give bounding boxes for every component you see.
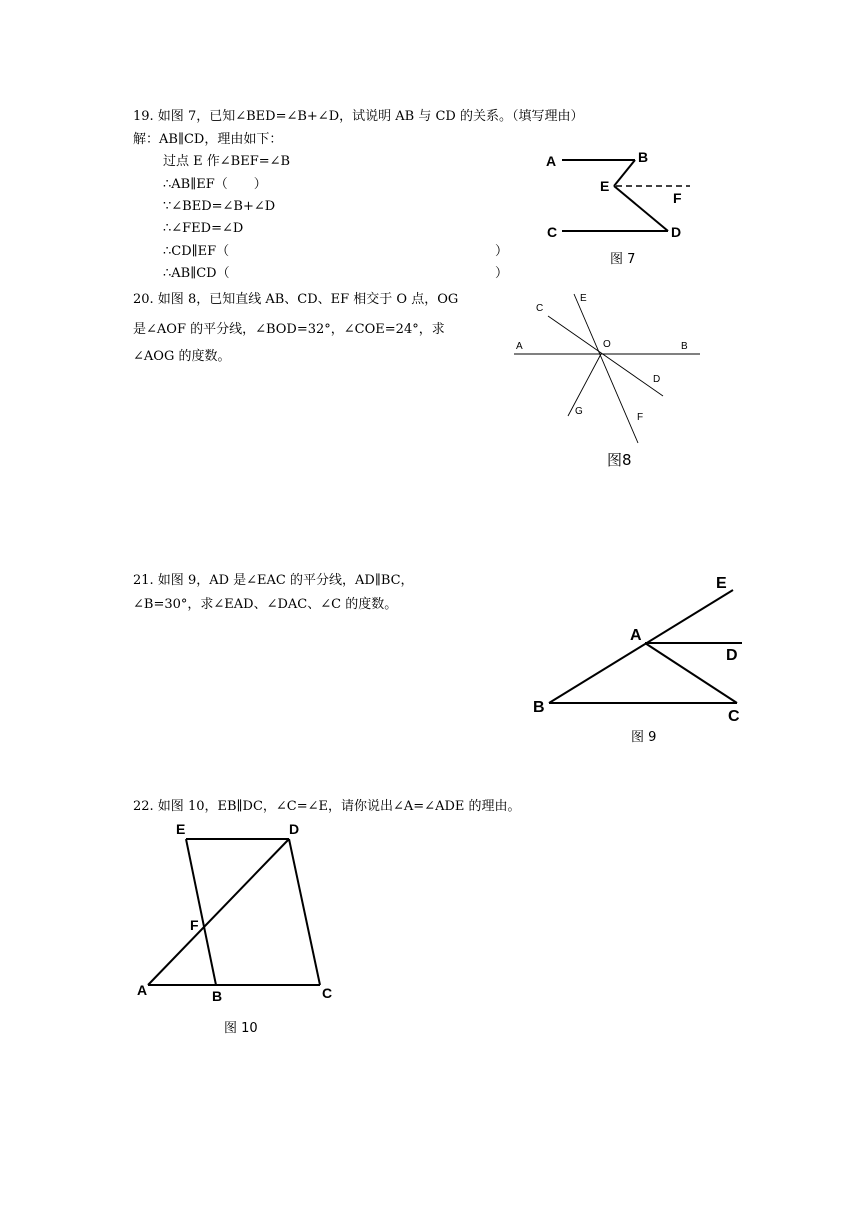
fig7-segment-ed: [614, 186, 668, 231]
fig10-label-e: E: [176, 821, 186, 837]
fig8-label-c: C: [536, 303, 544, 314]
fig9-label-b: B: [533, 699, 545, 716]
fig9-label-c: C: [728, 708, 740, 725]
fig7-label-a: A: [546, 153, 557, 169]
fig10-label-d: D: [289, 821, 300, 837]
fig8-ray-og: [568, 354, 601, 416]
q19-stem: 19. 如图 7，已知∠BED=∠B+∠D，试说明 AB 与 CD 的关系。（填写理由）: [133, 109, 584, 124]
fig7-label-c: C: [547, 224, 558, 240]
fig9-segment-ac: [645, 643, 737, 703]
q19-step-6-close: ）: [495, 266, 509, 281]
fig9-label-e: E: [716, 575, 727, 592]
q19-step-4: ∴∠FED=∠D: [163, 221, 244, 236]
q20-line-2: 是∠AOF 的平分线，∠BOD=32°，∠COE=24°，求: [133, 322, 445, 337]
fig8-label-f: F: [637, 412, 644, 423]
fig7-segment-be: [614, 160, 635, 186]
fig10-label-f: F: [190, 917, 199, 933]
fig8-label-d: D: [653, 374, 661, 385]
figure-10: [148, 839, 320, 985]
q19-step-5: ∴CD∥EF（: [163, 244, 230, 259]
fig7-caption: 图 7: [610, 252, 636, 267]
q19-step-3: ∵∠BED=∠B+∠D: [163, 199, 276, 214]
fig10-label-b: B: [212, 988, 223, 1004]
fig8-label-o: O: [603, 339, 611, 350]
fig9-line-be: [549, 590, 733, 703]
fig8-label-a: A: [516, 341, 523, 352]
figure-7: [562, 160, 690, 231]
fig9-label-a: A: [630, 627, 642, 644]
fig7-label-e: E: [600, 178, 610, 194]
fig8-label-e: E: [580, 293, 587, 304]
q22-stem: 22. 如图 10，EB∥DC，∠C=∠E，请你说出∠A=∠ADE 的理由。: [133, 799, 521, 814]
fig10-label-a: A: [137, 982, 148, 998]
fig8-line-ef: [574, 294, 638, 443]
figure-8: [514, 294, 700, 443]
figure-9: [549, 590, 742, 703]
fig9-caption: 图 9: [631, 730, 657, 745]
q20-line-3: ∠AOG 的度数。: [133, 349, 231, 364]
q21-line-2: ∠B=30°，求∠EAD、∠DAC、∠C 的度数。: [133, 597, 398, 612]
fig10-segment-dc: [289, 839, 320, 985]
q19-step-5-close: ）: [495, 244, 509, 259]
fig10-label-c: C: [322, 985, 333, 1001]
fig7-label-f: F: [673, 190, 682, 206]
fig8-caption: 图8: [607, 451, 632, 469]
fig8-line-cd: [548, 316, 663, 396]
q19-step-1: 过点 E 作∠BEF=∠B: [163, 154, 291, 169]
q21-line-1: 21. 如图 9，AD 是∠EAC 的平分线，AD∥BC，: [133, 573, 414, 588]
fig8-label-g: G: [575, 406, 583, 417]
q20-line-1: 20. 如图 8，已知直线 AB、CD、EF 相交于 O 点，OG: [133, 292, 459, 307]
fig10-caption: 图 10: [224, 1021, 258, 1036]
fig8-label-b: B: [681, 341, 688, 352]
q19-step-6: ∴AB∥CD（: [163, 266, 230, 281]
fig7-label-b: B: [638, 149, 649, 165]
q19-answer-intro: 解：AB∥CD，理由如下：: [133, 132, 283, 147]
fig9-label-d: D: [726, 647, 738, 664]
q19-step-2: ∴AB∥EF（ ）: [163, 177, 267, 192]
fig10-segment-ad: [148, 839, 289, 985]
fig7-label-d: D: [671, 224, 682, 240]
fig10-segment-eb: [186, 839, 216, 985]
